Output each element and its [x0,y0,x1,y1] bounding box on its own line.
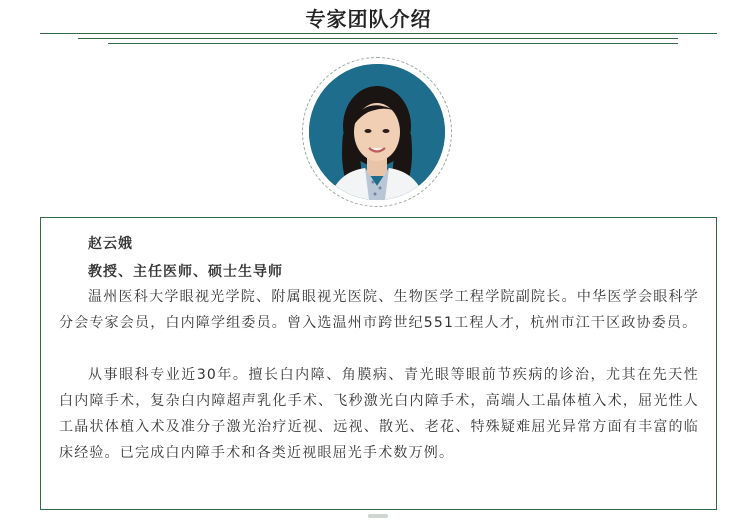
bottom-decoration [368,514,388,518]
expert-portrait-photo [309,64,445,200]
title-divider-bottom [108,43,678,44]
bio-paragraph-affiliations: 温州医科大学眼视光学院、附属眼视光医院、生物医学工程学院副院长。中华医学会眼科学分会专家会员，白内障学组委员。曾入选温州市跨世纪551工程人才，杭州市江干区政协委员。 [59,289,699,331]
expert-titles: 教授、主任医师、硕士生导师 [88,264,283,280]
title-divider-top [40,33,717,34]
expert-name: 赵云娥 [88,236,133,252]
bio-paragraph-expertise: 从事眼科专业近30年。擅长白内障、角膜病、青光眼等眼前节疾病的诊治，尤其在先天性白内障手术，复杂白内障超声乳化手术、飞秒激光白内障手术，高端人工晶体植入术，屈光性人工晶状体植入术及准分子激光治疗近视、远视、散光、老花、特殊疑难屈光异常方面有丰富的临床经验。已完成白内障手术和各类近视眼屈光手术数万例。 [59,367,699,461]
section-title: 专家团队介绍 [305,7,432,31]
portrait-illustration [309,64,445,200]
title-divider-middle [78,38,678,39]
